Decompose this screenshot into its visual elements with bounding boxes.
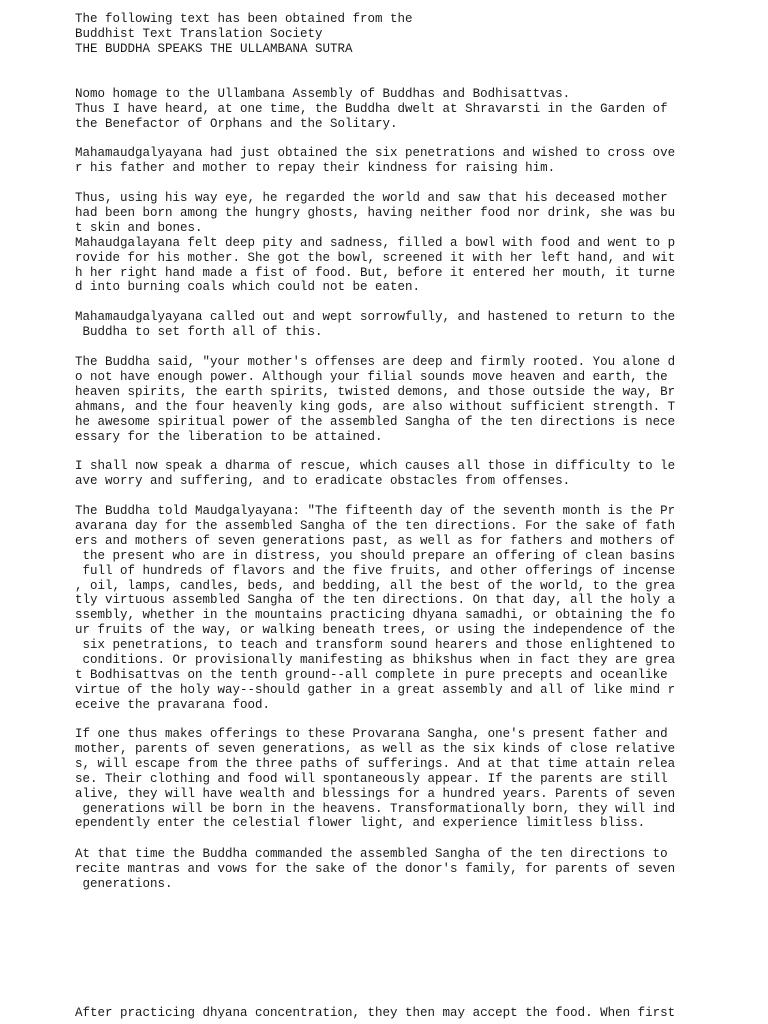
text-line: At that time the Buddha commanded the assembled Sangha of the ten directions to <box>75 847 668 861</box>
text-line: ur fruits of the way, or walking beneath trees, or using the independence of the <box>75 623 676 638</box>
text-line: , oil, lamps, candles, beds, and bedding, all the best of the world, to the grea <box>75 578 676 593</box>
text-line: t skin and bones. <box>75 220 203 235</box>
text-line: ependently enter the celestial flower light, and experience limitless bliss. <box>75 816 646 831</box>
text-line: Buddhist Text Translation Society <box>75 26 323 41</box>
text-line: se. Their clothing and food will spontaneously appear. If the parents are still <box>75 771 668 786</box>
paragraph-9 <box>75 847 675 892</box>
text-line: ers and mothers of seven generations past, as well as for fathers and mothers of <box>75 533 676 548</box>
text-line: d into burning coals which could not be eaten. <box>75 280 421 295</box>
text-line: tly virtuous assembled Sangha of the ten directions. On that day, all the holy a <box>75 593 676 608</box>
text-line: generations. <box>75 876 173 891</box>
text-line: heaven spirits, the earth spirits, twisted demons, and those outside the way, Br <box>75 384 676 399</box>
text-line: mother, parents of seven generations, as well as the six kinds of close relative <box>75 741 676 756</box>
paragraph-7 <box>75 504 675 713</box>
text-line: the Benefactor of Orphans and the Solitary. <box>75 116 398 131</box>
paragraph-6 <box>75 459 675 489</box>
text-line: full of hundreds of flavors and the five fruits, and other offerings of incense <box>75 563 676 578</box>
text-line: ssembly, whether in the mountains practicing dhyana samadhi, or obtaining the fo <box>75 608 676 623</box>
text-line: Mahamaudgalyayana called out and wept sorrowfully, and hastened to return to the <box>75 310 676 324</box>
text-line: the present who are in distress, you should prepare an offering of clean basins <box>75 548 676 563</box>
text-line: alive, they will have wealth and blessings for a hundred years. Parents of seven <box>75 786 676 801</box>
document-header <box>75 12 413 57</box>
paragraph-5 <box>75 355 675 444</box>
paragraph-1 <box>75 87 668 132</box>
document-footer-line <box>75 1006 675 1021</box>
text-line: he awesome spiritual power of the assembled Sangha of the ten directions is nece <box>75 414 676 429</box>
text-line: The Buddha told Maudgalyayana: "The fifteenth day of the seventh month is the Pr <box>75 504 676 518</box>
text-line: The following text has been obtained from the <box>75 12 413 26</box>
text-line: Thus, using his way eye, he regarded the world and saw that his deceased mother <box>75 191 668 205</box>
text-line: s, will escape from the three paths of sufferings. And at that time attain relea <box>75 756 676 771</box>
text-line: essary for the liberation to be attained. <box>75 429 383 444</box>
text-line: generations will be born in the heavens. Transformationally born, they will ind <box>75 801 676 816</box>
text-line: ave worry and suffering, and to eradicate obstacles from offenses. <box>75 473 571 488</box>
text-line: conditions. Or provisionally manifesting as bhikshus when in fact they are grea <box>75 653 676 668</box>
text-line: rovide for his mother. She got the bowl, screened it with her left hand, and wit <box>75 250 676 265</box>
text-line: six penetrations, to teach and transform sound hearers and those enlightened to <box>75 638 676 653</box>
text-line: The Buddha said, "your mother's offenses are deep and firmly rooted. You alone d <box>75 355 676 369</box>
text-line: THE BUDDHA SPEAKS THE ULLAMBANA SUTRA <box>75 41 353 56</box>
text-line: ahmans, and the four heavenly king gods, are also without sufficient strength. T <box>75 399 676 414</box>
text-line: o not have enough power. Although your filial sounds move heaven and earth, the <box>75 369 668 384</box>
text-line: Buddha to set forth all of this. <box>75 324 323 339</box>
paragraph-3 <box>75 191 675 295</box>
text-line: r his father and mother to repay their kindness for raising him. <box>75 160 556 175</box>
text-line: had been born among the hungry ghosts, having neither food nor drink, she was bu <box>75 205 676 220</box>
text-line: Mahaudgalayana felt deep pity and sadness, filled a bowl with food and went to p <box>75 235 676 250</box>
text-line: Thus I have heard, at one time, the Buddha dwelt at Shravarsti in the Garden of <box>75 101 668 116</box>
text-line: After practicing dhyana concentration, they then may accept the food. When first <box>75 1006 676 1020</box>
text-line: I shall now speak a dharma of rescue, which causes all those in difficulty to le <box>75 459 676 473</box>
text-line: If one thus makes offerings to these Provarana Sangha, one's present father and <box>75 727 668 741</box>
text-line: recite mantras and vows for the sake of the donor's family, for parents of seven <box>75 861 676 876</box>
text-line: Nomo homage to the Ullambana Assembly of Buddhas and Bodhisattvas. <box>75 87 571 101</box>
paragraph-8 <box>75 727 675 831</box>
text-line: Mahamaudgalyayana had just obtained the six penetrations and wished to cross ove <box>75 146 676 160</box>
text-line: h her right hand made a fist of food. But, before it entered her mouth, it turne <box>75 265 676 280</box>
paragraph-4 <box>75 310 675 340</box>
text-line: t Bodhisattvas on the tenth ground--all complete in pure precepts and oceanlike <box>75 667 668 682</box>
text-line: avarana day for the assembled Sangha of the ten directions. For the sake of fath <box>75 518 676 533</box>
text-line: eceive the pravarana food. <box>75 697 271 712</box>
text-line: virtue of the holy way--should gather in a great assembly and all of like mind r <box>75 682 676 697</box>
paragraph-2 <box>75 146 675 176</box>
